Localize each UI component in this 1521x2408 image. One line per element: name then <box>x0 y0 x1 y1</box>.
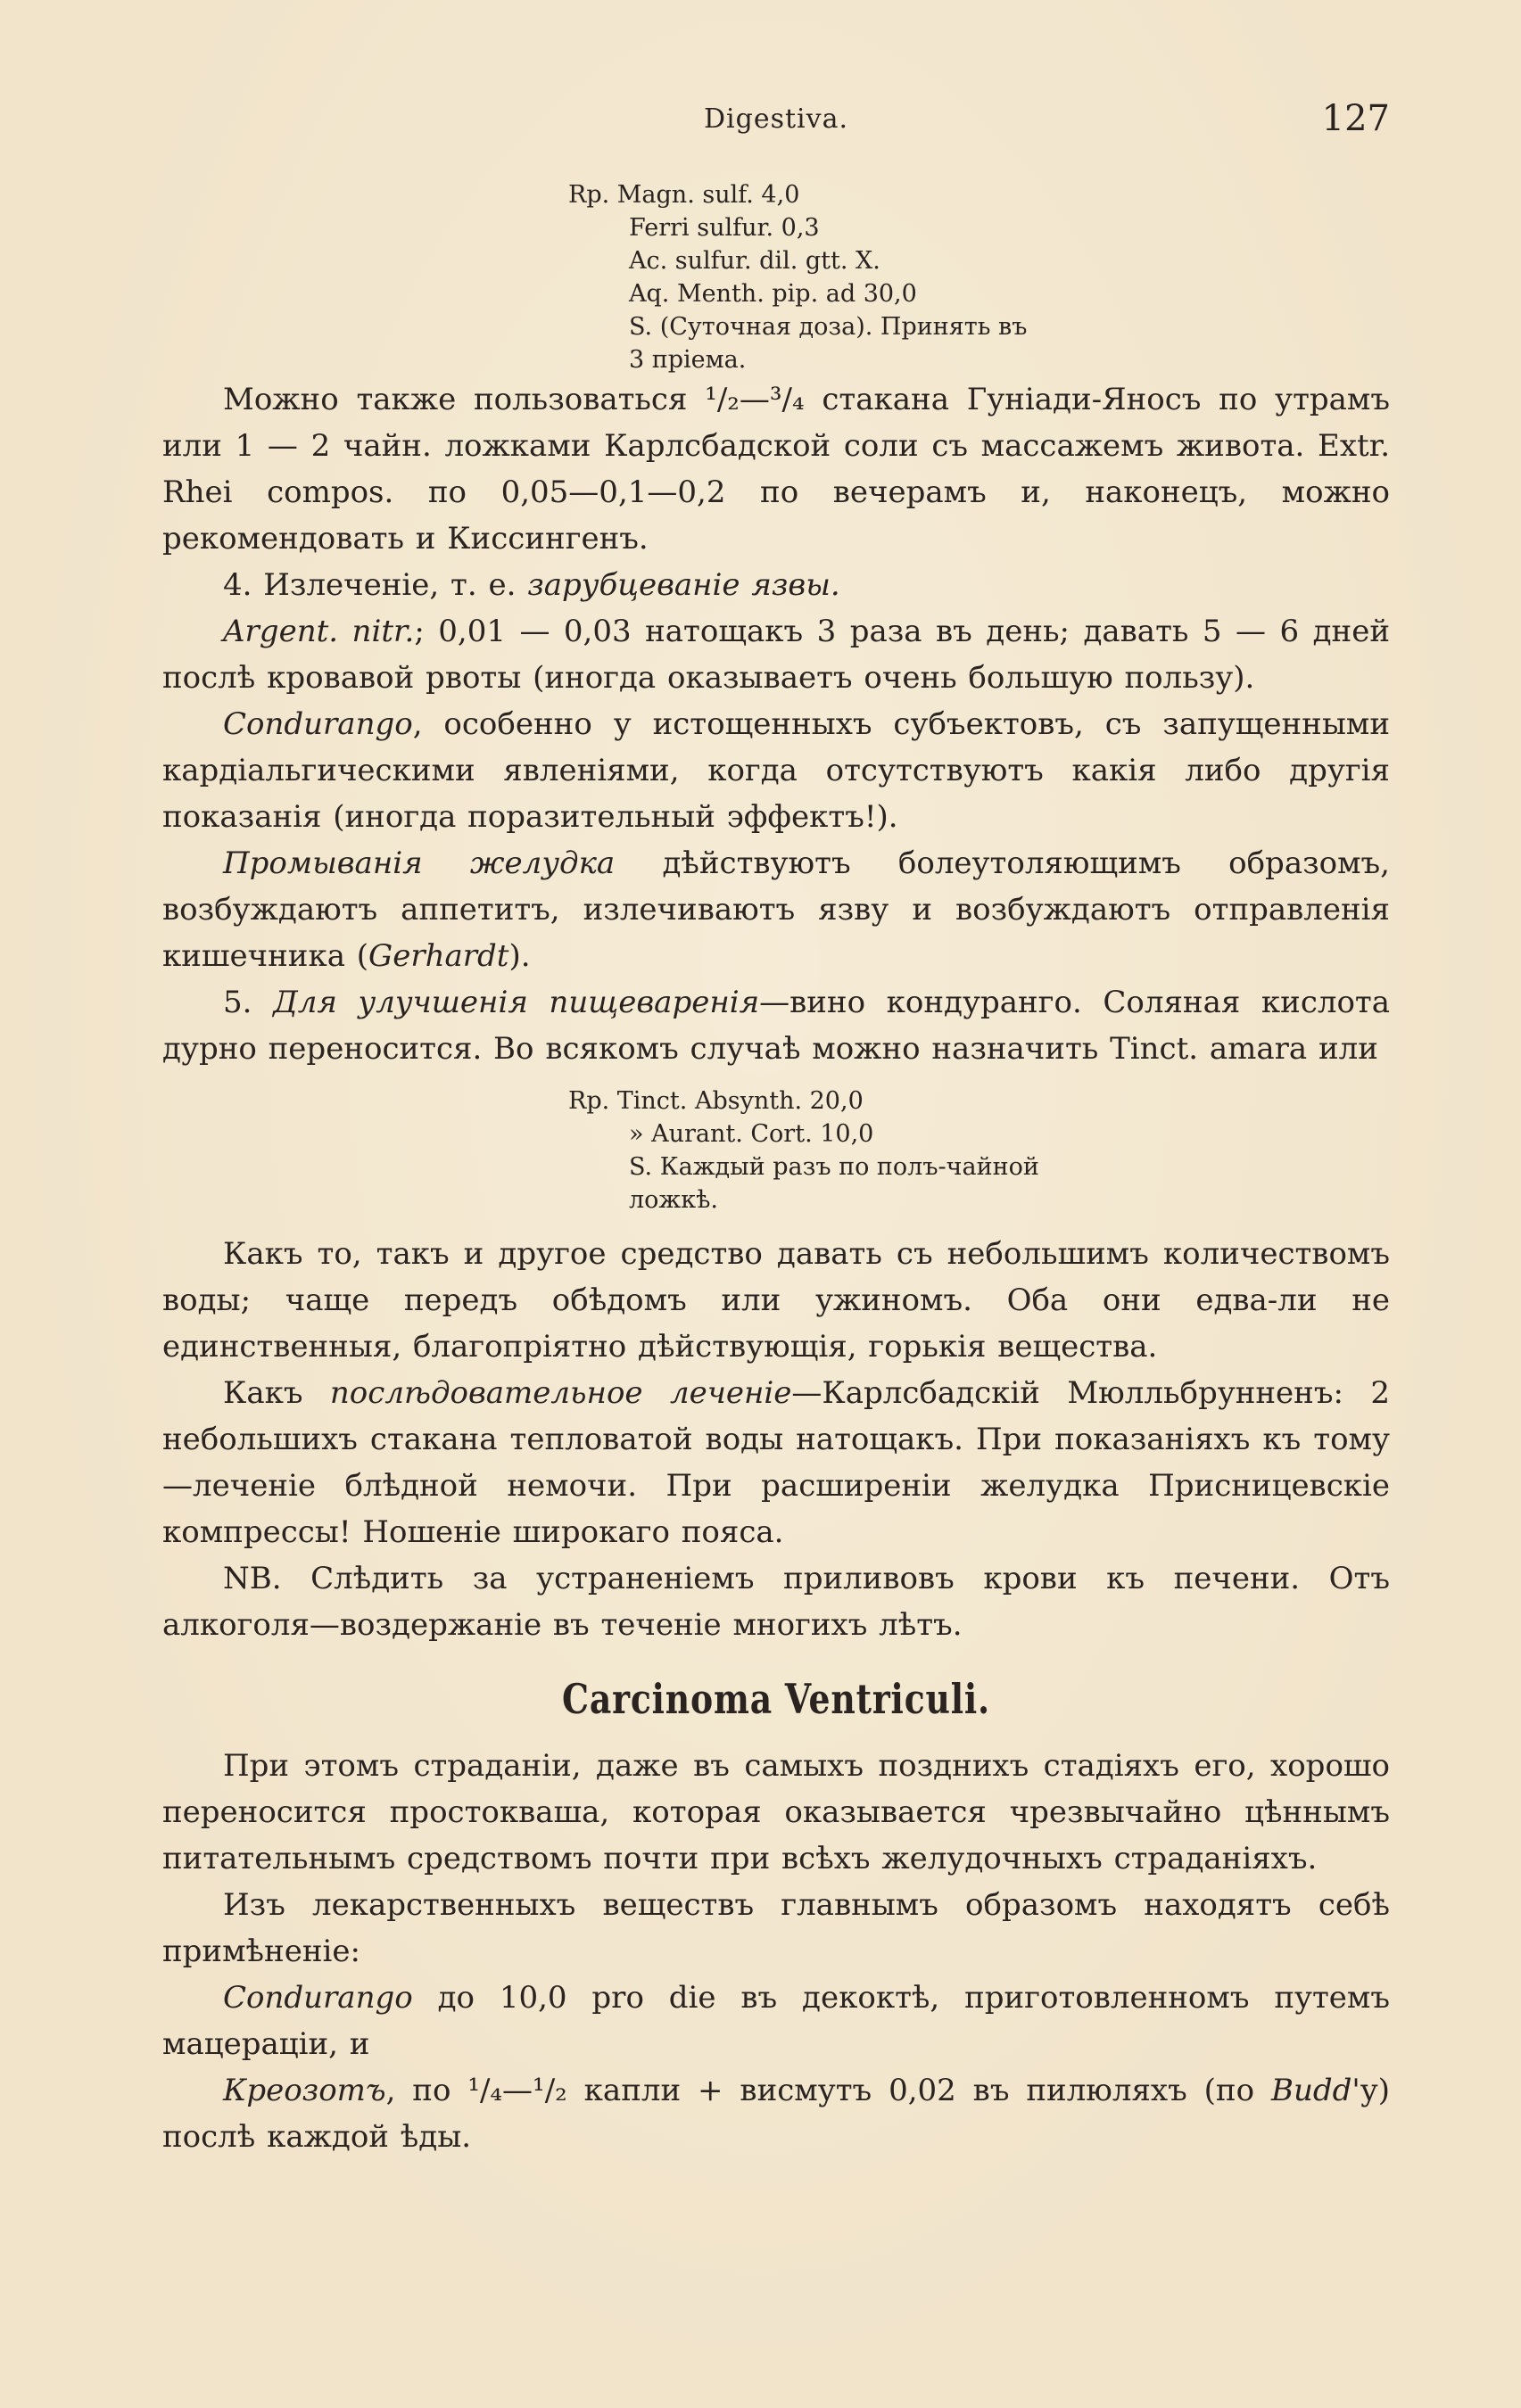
prescription-line: 3 пріема. <box>629 346 747 374</box>
paragraph-text: до 10,0 pro die въ декоктѣ, приготовленномъ путемъ мацераціи, и <box>162 1980 1390 2062</box>
paragraph-text: дѣйствуютъ болеутоляющимъ образомъ, возбуждаютъ аппетитъ, излечиваютъ язву и возбуждаютъ отправленія кишечника ( <box>162 845 1390 974</box>
running-title: Digestiva. <box>703 103 849 135</box>
paragraph-text: , особенно у истощенныхъ субъектовъ, съ запущенными кардіальгическими явленіями, когда отсутствуютъ какія либо другія показанія (иногда поразительный эффектъ!). <box>162 706 1390 835</box>
running-head <box>162 98 1390 144</box>
paragraph-lead: Какъ <box>223 1375 330 1411</box>
prescription-line: » Aurant. Cort. 10,0 <box>629 1120 874 1148</box>
paragraph-text: ). <box>508 938 531 974</box>
section-title: Carcinoma Ventriculi. <box>562 1675 990 1723</box>
paragraph-emphasis: Промыванія желудка <box>223 845 616 881</box>
paragraph-emphasis: Креозотъ <box>223 2073 386 2108</box>
prescription-line: Ac. sulfur. dil. gtt. X. <box>629 247 880 275</box>
paragraph-digestion <box>162 979 1390 1072</box>
prescription-2 <box>568 1084 1121 1216</box>
paragraph-text: ; 0,01 — 0,03 натощакъ 3 раза въ день; давать 5 — 6 дней послѣ кровавой рвоты (иногда оказываетъ очень большую пользу). <box>162 614 1390 696</box>
paragraph-text: —вино кондуранго. Соляная кислота дурно переносится. Во всякомъ случаѣ можно назначить Tinct. amara или <box>162 985 1391 1067</box>
paragraph-emphasis: зарубцеваніе язвы. <box>527 567 840 603</box>
paragraph-condurango <box>162 701 1390 840</box>
paragraph-emphasis: послѣдовательное леченіе <box>329 1375 792 1411</box>
paragraph-follow-up-treatment <box>162 1370 1390 1555</box>
paragraph-carcinoma-creosote <box>162 2067 1390 2160</box>
paragraph-lavage <box>162 840 1390 979</box>
paragraph-nota-bene: NB. Слѣдить за устраненіемъ приливовъ крови къ печени. Отъ алкоголя—воздержаніе въ теченіе многихъ лѣтъ. <box>162 1561 1390 1643</box>
prescription-line: Rp. Tinct. Absynth. 20,0 <box>568 1087 864 1115</box>
paragraph-text: 'у) послѣ каждой ѣды. <box>162 2073 1390 2155</box>
author-name: Gerhardt <box>368 938 509 974</box>
prescription-line: Aq. Menth. pip. ad 30,0 <box>629 280 917 308</box>
prescription-line: ложкѣ. <box>629 1186 718 1214</box>
prescription-line: Rp. Magn. sulf. 4,0 <box>568 181 800 209</box>
paragraph-bitter-agents: Какъ то, такъ и другое средство давать съ небольшимъ количествомъ воды; чаще передъ обѣдомъ или ужиномъ. Оба они едва-ли не единственныя, благопріятно дѣйствующія, горькія вещества. <box>162 1236 1390 1365</box>
paragraph-emphasis: Condurango <box>223 1980 413 2016</box>
prescription-1 <box>568 178 1121 376</box>
paragraph-lead: 5. <box>223 985 274 1020</box>
paragraph-text: —Карлсбадскій Мюлльбрунненъ: 2 небольшихъ стакана тепловатой воды натощакъ. При показаніяхъ къ тому—леченіе блѣдной немочи. При расширеніи желудка Присницевскіе компрессы! Ношеніе широкаго пояса. <box>162 1375 1390 1550</box>
paragraph-text: , по ¹/₄—¹/₂ капли + висмутъ 0,02 въ пилюляхъ (по <box>385 2073 1271 2108</box>
paragraph-laxatives: Можно также пользоваться ¹/₂—³/₄ стакана Гуніади-Яносъ по утрамъ или 1 — 2 чайн. ложками Карлсбадской соли съ массажемъ живота. Extr. Rhei compos. по 0,05—0,1—0,2 по вечерамъ и, наконецъ, можно рекомендовать и Киссингенъ. <box>162 382 1390 557</box>
page-number: 127 <box>1321 98 1390 139</box>
paragraph-emphasis: Для улучшенія пищеваренія <box>273 985 760 1020</box>
page-body <box>162 178 1390 2160</box>
paragraph-lead: 4. Излеченіе, т. е. <box>223 567 528 603</box>
paragraph-carcinoma-diet: При этомъ страданіи, даже въ самыхъ позднихъ стадіяхъ его, хорошо переносится простокваша, которая оказывается чрезвычайно цѣннымъ питательнымъ средствомъ почти при всѣхъ желудочныхъ страданіяхъ. <box>162 1748 1390 1876</box>
paragraph-healing <box>162 562 1390 608</box>
paragraph-carcinoma-condurango <box>162 1975 1390 2067</box>
prescription-line: S. Каждый разъ по полъ-чайной <box>629 1153 1039 1181</box>
prescription-line: Ferri sulfur. 0,3 <box>629 214 820 242</box>
paragraph-emphasis: Argent. nitr. <box>223 614 415 649</box>
paragraph-argent-nitr <box>162 608 1390 701</box>
prescription-line: S. (Суточная доза). Принять въ <box>629 313 1028 341</box>
author-name: Budd <box>1270 2073 1352 2108</box>
paragraph-carcinoma-drugs: Изъ лекарственныхъ веществъ главнымъ образомъ находятъ себѣ примѣненіе: <box>162 1887 1390 1969</box>
paragraph-emphasis: Condurango <box>223 706 413 742</box>
